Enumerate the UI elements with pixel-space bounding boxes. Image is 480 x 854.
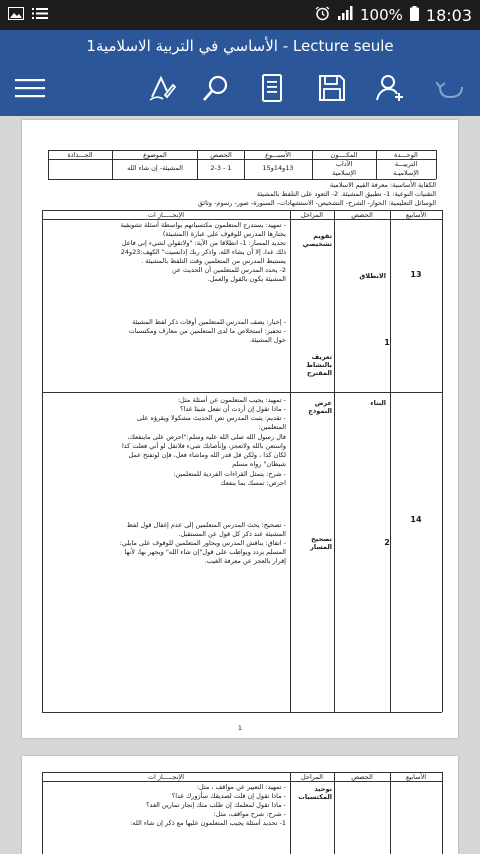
week-13: 13	[410, 270, 422, 279]
row1-line: ذلك غدا، إلا أن يشاء الله، واذكر ربك إذانسيت" الكهف:23و24	[120, 248, 286, 256]
stage-diagnostic-eval: تقويم تشخيصي	[302, 232, 332, 249]
p2-col-stages-header: المراحل	[301, 773, 323, 781]
document-title-bar	[0, 30, 480, 62]
col-weeks-header: الأسابيع	[405, 211, 427, 219]
menu-icon	[15, 77, 45, 103]
row2-line: قال رسول الله صلى الله عليه وسلم:"احرص على ماينفعك،	[127, 433, 286, 441]
battery-percent: 100%	[360, 6, 403, 24]
draw-button[interactable]	[146, 74, 178, 106]
row1-line: حول المشيئة.	[249, 336, 286, 344]
stage-define-activity: تعريف بالنشاط المقترح	[306, 353, 332, 378]
row2-line: - تصحيح: يحث المدرس المتعلمين إلى عدم إغفال قول لفظ	[126, 521, 286, 529]
row2-line: - تقديم: يثبت المدرس نص الحديث مشكولا ويقرؤه على	[137, 414, 286, 422]
means-value: الحوار- الشرح- التشخيص- الاستشهادات- السبورة- صور- رسوم- وثائق	[197, 199, 387, 207]
p2-line: 1- تحديد أسئلة يجيب المتعلمون عليها مع ذكر إن شاء الله:	[130, 819, 286, 827]
draw-icon	[147, 73, 177, 107]
row2-line: إقرار بالعجز عن معرفة الغيب.	[204, 557, 286, 565]
means-line	[198, 199, 436, 207]
document-page-2	[22, 756, 458, 854]
competency-value: معرفة القيم الاسلامية	[329, 181, 388, 189]
toolbar	[0, 62, 480, 116]
clock: 18:03	[425, 5, 472, 25]
share-person-icon	[375, 73, 405, 107]
row2-line: - ماذا تقول إن أردت أن تفعل شيئا غدا؟	[180, 405, 286, 413]
col-achievements-header: الإنجـــــاز ات	[147, 211, 185, 219]
unit-value-1: التربيـــة	[394, 160, 418, 168]
row1-line: يستنبط المدرس من المتعلمين وقت التلفظ بالمشيئة .	[141, 257, 286, 265]
stage-present-model: عرض النموذج	[308, 399, 332, 416]
signal-icon	[337, 6, 353, 24]
menu-button[interactable]	[14, 74, 46, 106]
search-icon	[201, 73, 231, 107]
row1-line: المشيئة يكون بالقول والعمل.	[207, 275, 286, 283]
week-14: 14	[410, 515, 422, 524]
row2-line: واستعن بالله ولاتعجز، وإنأصابك شيء فلاتقل لو أني فعلت كذا	[121, 442, 286, 450]
alarm-icon	[315, 6, 330, 25]
row1-line: تحديد المسار: 1- انطلاقا من الآية: "ولاتقولن لشيء إني فاعل	[121, 239, 286, 247]
component-value-1: الآداب	[335, 160, 353, 168]
row1-line: - تحفيز: استخلاص ما لدى المتعلمين من معارف ومكتسبات	[128, 327, 286, 335]
competency-label: الكفاية الأساسية:	[389, 181, 436, 189]
topic-value: المشيئة- إن شاء الله	[127, 164, 183, 172]
stage-build: البناء	[370, 399, 386, 407]
save-button[interactable]	[316, 74, 348, 106]
row2-line: - شرح: يتمثل القراءات الفردية للمتعلمين:	[173, 470, 286, 478]
row2-line: المسلم يردد ويواظب على قول"إن شاء الله" ويجهر بها، لأنها	[124, 548, 286, 556]
p2-col-sessions-header: الحصص	[351, 773, 373, 781]
col-sheet-header: الجـــذاذة	[67, 151, 93, 159]
col-component-header: المكــــون	[330, 151, 358, 159]
list-icon	[32, 6, 48, 24]
p2-line: - شرح: شرح مواقف، مثل:	[213, 810, 286, 818]
row1-line: يختارها المدرس للوقوف على عبارة (المشيئة)	[162, 230, 286, 238]
session-2: 2	[384, 538, 390, 547]
col-topic-header: الموضوع	[143, 151, 167, 159]
means-label: الوسائل التعليمية:	[388, 199, 436, 207]
page-number: 1	[237, 724, 243, 732]
row2-line: - تمهيد: يجيب المتعلمون عن أسئلة مثل:	[177, 396, 286, 404]
row1-line: 2- يحدد المدرس للمتعلمين أن الحديث عن	[171, 266, 286, 274]
p2-line: - تمهيد: التعبير عن مواقف ، مثل:	[196, 783, 286, 791]
col-sessions-header-main: الحصص	[351, 211, 373, 219]
save-icon	[318, 74, 346, 106]
col-sessions-header: الحصص	[210, 151, 232, 159]
undo-icon	[436, 75, 464, 105]
p2-col-achievements-header: الإنجـــــاز ات	[147, 773, 185, 781]
share-button[interactable]	[374, 74, 406, 106]
col-week-header: الأسبـــوع	[265, 151, 291, 159]
search-button[interactable]	[200, 74, 232, 106]
col-stages-header: المراحل	[301, 211, 323, 219]
skills-value: 1- تطبيق المشيئة. 2- التعود على التلفظ بالمشيئة	[256, 190, 391, 198]
row2-line: لكان كذا ، ولكن قل قدر الله وماشاء فعل، فإن لوتفتح عمل	[128, 451, 286, 459]
row2-line: المشيئة عند ذكر كل قول عن المستقبل.	[178, 530, 286, 538]
read-mode-button[interactable]	[256, 74, 288, 106]
document-title: 1الأساسي في التربية الاسلامية - Lecture seule	[86, 37, 394, 55]
row2-line: المتعلمين:	[258, 423, 286, 431]
row2-line: احرص: تمسك بما ينفعك	[220, 479, 286, 487]
p2-col-weeks-header: الأسابيع	[405, 773, 427, 781]
session-1: 1	[384, 338, 390, 347]
p2-line: - ماذا تقول إن قلت لصديقك سأزورك غدا؟	[171, 792, 286, 800]
undo-button[interactable]	[434, 74, 466, 106]
component-value-2: الإسلامية	[332, 169, 356, 177]
col-unit-header: الوحـــدة	[394, 151, 418, 159]
stage-start: الانطلاق	[359, 272, 386, 280]
row2-line: - اتفاق: يناقش المدرس ويحاور المتعلمين للوقوف على مايلي:	[119, 539, 286, 547]
p2-line: - ماذا تقول لمعلمك إن طلب منك إنجاز تمارين الغد؟	[146, 801, 286, 809]
document-viewport[interactable]	[0, 116, 480, 854]
skills-label: التقنيات النوعية:	[392, 190, 436, 198]
skills-line	[257, 190, 436, 198]
image-icon	[8, 6, 24, 24]
stage-correct-path: تصحيح المسار	[310, 535, 332, 552]
battery-icon	[410, 6, 419, 25]
row2-line: شيطان" رواه مسلم	[232, 460, 286, 468]
sessions-value: 1 - 2-3	[210, 164, 232, 172]
week-value: 13و14و15	[262, 164, 294, 172]
document-page-1	[22, 120, 458, 738]
read-mode-icon	[260, 73, 284, 107]
row1-line: - تمهيد: يستدرج المتعلمون مكتسباتهم بواسطة أسئلة تشويقية	[120, 221, 286, 229]
row1-line: - إخبار: يصف المدرس للمتعلمين أوقات ذكر لفظ المشيئة	[132, 318, 286, 326]
stage-unify-acquisitions: توحيد المكتسبات	[298, 785, 332, 802]
competency-line	[330, 181, 436, 189]
unit-value-2: الإسلاميـة	[393, 169, 419, 177]
status-bar	[0, 0, 480, 30]
